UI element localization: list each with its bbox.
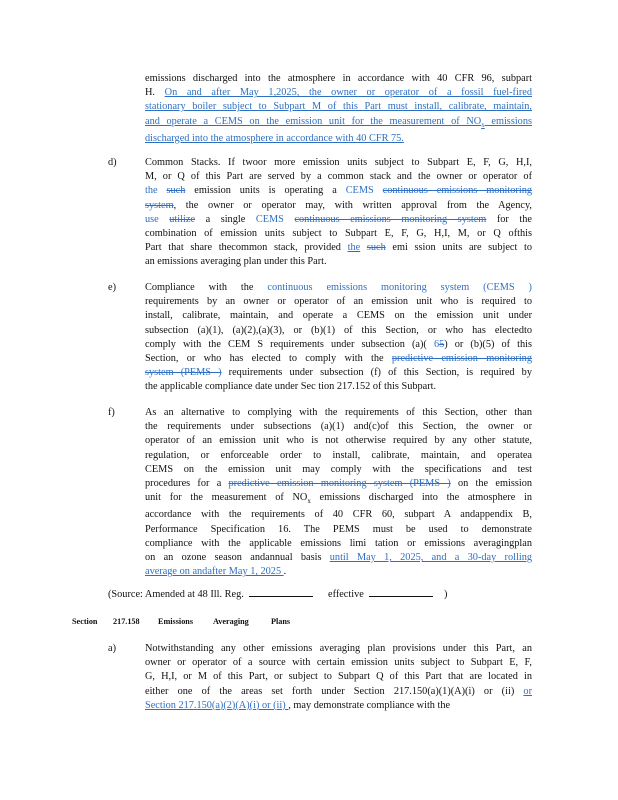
struck-text: predictive emission monitoring (391, 353, 532, 365)
text-run: an emissions averaging plan under this Part. (145, 256, 327, 268)
inserted-text: the (347, 242, 361, 254)
text-run (360, 242, 367, 253)
text-line (145, 642, 532, 656)
text-line (145, 213, 532, 227)
paragraph-f-label: f) (108, 407, 115, 418)
source-note-close: ) (443, 589, 448, 600)
text-run: H. (145, 87, 165, 99)
text-line (145, 324, 532, 338)
text-line (145, 656, 532, 670)
paragraph-a-averaging-plans (145, 642, 532, 713)
text-line (145, 463, 532, 477)
text-run: the requirements under subsections (a)(1) and(c)of this Section, the owner or (145, 421, 532, 433)
source-note (108, 587, 447, 600)
text-line (145, 380, 532, 394)
text-run: owner or operator of a source with certain emission units subject to Subpart E, F, (145, 657, 532, 669)
text-run (374, 185, 383, 196)
paragraph-d-common-stacks (145, 156, 532, 270)
text-line (145, 366, 532, 380)
text-line (145, 406, 532, 420)
register-blank (249, 587, 313, 597)
text-line (145, 132, 532, 146)
inserted-text: discharged into the atmosphere in accordance with 40 CFR 75. (145, 132, 404, 144)
text-line (145, 551, 532, 565)
paragraph-d-label: d) (108, 157, 117, 168)
text-run: on the emission (450, 478, 532, 490)
text-run: install, calibrate, maintain, and operate a CEMS on the emission unit under (145, 310, 532, 322)
text-run: Common Stacks. If twoor more emission units subject to Subpart E, F, G, H,I, (145, 157, 532, 168)
text-line (145, 227, 532, 241)
text-line (145, 670, 532, 684)
inserted-text: Section 217.150(a)(2)(A)(i) or (ii) (145, 699, 289, 711)
paragraph-c-continuation (145, 72, 532, 146)
paragraph-e-label: e) (108, 282, 116, 293)
text-run: emi ssion units are subject to (385, 242, 532, 254)
text-run: Compliance with the (145, 282, 268, 293)
text-line (145, 565, 532, 579)
source-note-effective: effective (328, 589, 364, 600)
text-line (145, 685, 532, 699)
text-run: accordance with the requirements of 40 CFR 60, subpart A andappendix B, (145, 509, 532, 521)
text-run: requirements under subsection (f) of this Section, is required by (221, 367, 532, 379)
text-run: emissions discharged into the atmosphere in (310, 492, 532, 504)
revised-text: use (145, 213, 170, 225)
revised-text: the (145, 185, 167, 197)
text-run: Part that share thecommon stack, provided (145, 242, 348, 254)
text-line (145, 434, 532, 448)
text-line (145, 255, 532, 269)
struck-text: utilize (169, 213, 196, 225)
paragraph-a-label: a) (108, 643, 116, 654)
text-run: operator of an emission unit who is not otherwise required by any other statute, (145, 435, 532, 447)
text-line (145, 241, 532, 255)
text-run: Section, or who has elected to comply with the (145, 353, 392, 365)
text-run: x (307, 497, 311, 506)
text-run: unit for the measurement of NO (145, 492, 308, 504)
text-run: a single (195, 213, 256, 225)
inserted-text: until May 1, 2025, and a 30-day rolling (329, 552, 532, 564)
inserted-text: stationary boiler subject to Subpart M of this Part must install, calibrate, maintain, (145, 101, 532, 113)
text-run: , may demonstrate compliance with the (288, 699, 451, 711)
text-run: emission units is operating a (185, 185, 346, 197)
text-line (145, 72, 532, 86)
text-run: for the (486, 213, 532, 225)
text-run: requirements by an owner or operator of an emission unit who is required to (145, 296, 532, 308)
paragraph-e-cems-compliance (145, 281, 532, 395)
inserted-text: average on andafter May 1, 2025 (145, 566, 284, 578)
struck-text: such (366, 242, 386, 254)
text-run: compliance with the applicable emissions limi tation or emissions averagingplan (145, 537, 532, 549)
paragraph-f-pems-alternative (145, 406, 532, 579)
revised-text: CEMS (345, 185, 374, 197)
text-run: As an alternative to complying with the requirements of this Section, other than (145, 407, 532, 418)
struck-text: predictive emission monitoring system (PEMS ) (228, 478, 451, 490)
text-run: either one of the areas set forth under Section 217.150(a)(1)(A)(i) or (ii) (145, 685, 524, 697)
text-run: , the owner or operator may, with written approval from the Agency, (173, 199, 532, 211)
section-title-word-3: Plans (271, 617, 291, 626)
text-line (145, 352, 532, 366)
inserted-text: x (481, 120, 485, 129)
text-line (145, 338, 532, 352)
text-run: combination of emission units subject to Subpart E, F, G, H,I, M, or Q ofthis (145, 228, 532, 240)
text-line (145, 86, 532, 100)
struck-text: system (PEMS ) (145, 367, 222, 379)
text-line (145, 281, 532, 295)
text-run: subsection (a)(1), (a)(2),(a)(3), or (b)(1) of this Section, or who has electedto (145, 324, 532, 336)
text-line (145, 420, 532, 434)
text-line (145, 100, 532, 114)
text-run: on an ozone season andannual basis (145, 552, 330, 564)
text-line (145, 537, 532, 551)
section-label: Section (72, 617, 98, 626)
text-line (145, 508, 532, 522)
inserted-text: On and after May 1,2025, the owner or operator of a fossil fuel-fired (164, 87, 532, 99)
revised-text: 6 (433, 338, 440, 350)
text-line (145, 699, 532, 713)
text-line (145, 449, 532, 463)
text-run: M, or Q of this Part are served by a common stack and the owner or operator of (145, 171, 532, 183)
section-title-word-2: Averaging (213, 617, 249, 626)
text-run: regulation, or enforceable order to install, calibrate, maintain, and operatea (145, 449, 532, 461)
text-run: Notwithstanding any other emissions averaging plan provisions under this Part, an (145, 643, 532, 654)
text-line (145, 523, 532, 537)
text-run: procedures for a (145, 478, 229, 490)
text-run: CEMS on the emission unit may comply with the specifications and test (145, 463, 532, 475)
struck-text: 5 (439, 338, 445, 350)
text-run: Performance Specification 16. The PEMS must be used to demonstrate (145, 523, 532, 535)
text-run: ) or (b)(5) of this (444, 338, 532, 350)
struck-text: such (166, 185, 186, 197)
struck-text: continuous emissions monitoring system (294, 213, 487, 225)
section-title-word-1: Emissions (158, 617, 194, 626)
text-line (145, 309, 532, 323)
text-run: G, H,I, or M of this Part, or subject to Subpart Q of this Part that are located in (145, 671, 532, 683)
text-line (145, 199, 532, 213)
revised-text: continuous emissions monitoring system (CEMS ) (267, 282, 532, 293)
section-number: 217.158 (113, 617, 140, 626)
inserted-text: or (523, 685, 532, 697)
struck-text: system (145, 199, 174, 211)
text-run: the applicable compliance date under Sec tion 217.152 of this Subpart. (145, 381, 437, 393)
text-line (145, 170, 532, 184)
effective-date-blank (369, 587, 433, 597)
text-run (284, 214, 295, 225)
text-line (145, 115, 532, 132)
text-run: emissions discharged into the atmosphere in accordance with 40 CFR 96, subpart (145, 73, 532, 84)
source-note-open: (Source: Amended at 48 Ill. Reg. (108, 589, 244, 600)
text-run: . (283, 566, 287, 578)
revised-text: CEMS (255, 213, 284, 225)
inserted-text: and operate a CEMS on the emission unit for the measurement of NO (145, 115, 482, 127)
text-line (145, 156, 532, 170)
text-line (145, 477, 532, 491)
text-line (145, 491, 532, 508)
inserted-text: emissions (484, 115, 532, 127)
struck-text: continuous emissions monitoring (382, 185, 533, 197)
text-run: comply with the CEM S requirements under subsection (a)( (145, 338, 434, 350)
text-line (145, 295, 532, 309)
text-line (145, 184, 532, 198)
